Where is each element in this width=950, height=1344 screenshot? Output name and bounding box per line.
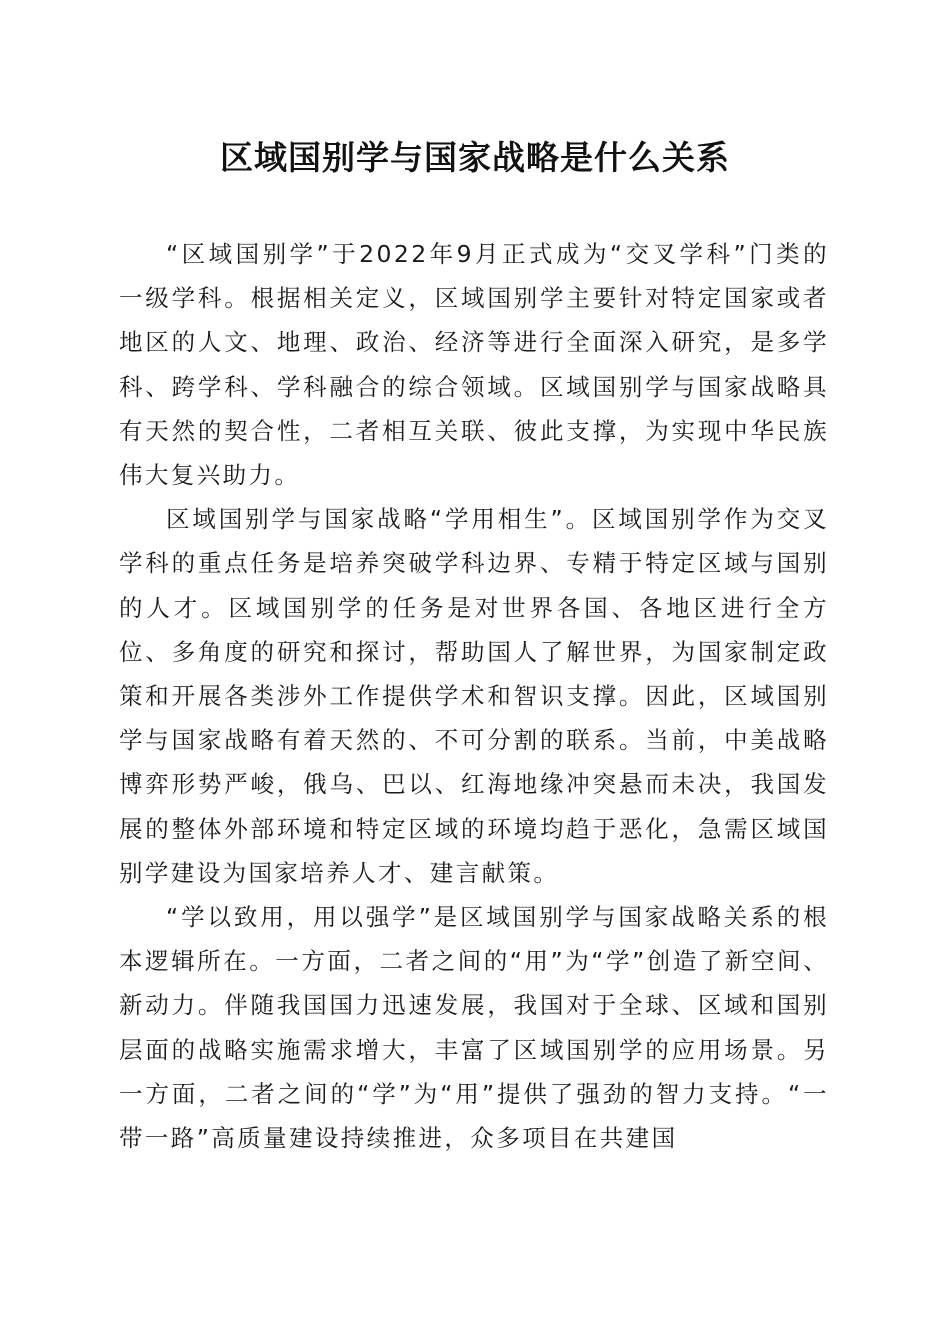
paragraph-3: “学以致用，用以强学”是区域国别学与国家战略关系的根本逻辑所在。一方面，二者之间的“用”为“学”创造了新空间、新动力。伴随我国国力迅速发展，我国对于全球、区域和国别层面的战略实施需求增大，丰富了区域国别学的应用场景。另一方面，二者之间的“学”为“用”提供了强劲的智力支持。“一带一路”高质量建设持续推进，众多项目在共建国 (119, 903, 829, 1153)
document-title: 区域国别学与国家战略是什么关系 (220, 138, 730, 177)
document-body (119, 232, 829, 1160)
paragraph-2: 区域国别学与国家战略“学用相生”。区域国别学作为交叉学科的重点任务是培养突破学科边界、专精于特定区域与国别的人才。区域国别学的任务是对世界各国、各地区进行全方位、多角度的研究和探讨，帮助国人了解世界，为国家制定政策和开展各类涉外工作提供学术和智识支撑。因此，区域国别学与国家战略有着天然的、不可分割的联系。当前，中美战略博弈形势严峻，俄乌、巴以、红海地缘冲突悬而未决，我国发展的整体外部环境和特定区域的环境均趋于恶化，急需区域国别学建设为国家培养人才、建言献策。 (119, 505, 829, 887)
paragraph-1: “区域国别学”于2022年9月正式成为“交叉学科”门类的一级学科。根据相关定义，区域国别学主要针对特定国家或者地区的人文、地理、政治、经济等进行全面深入研究，是多学科、跨学科、学科融合的综合领域。区域国别学与国家战略具有天然的契合性，二者相互关联、彼此支撑，为实现中华民族伟大复兴助力。 (119, 240, 829, 490)
